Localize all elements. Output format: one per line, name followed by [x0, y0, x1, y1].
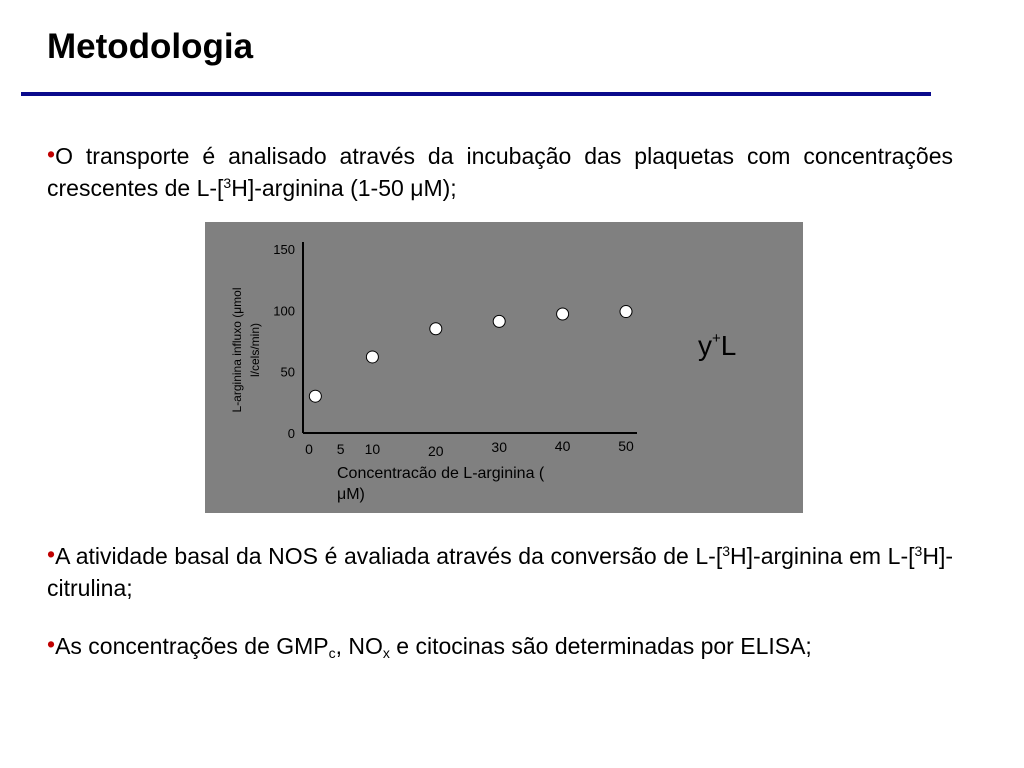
x-tick-label: 10	[364, 441, 381, 457]
x-tick-label: 20	[428, 443, 444, 459]
y-tick-label: 150	[273, 242, 295, 257]
title-divider	[21, 92, 931, 96]
data-point	[493, 315, 505, 327]
subscript-c: c	[328, 645, 336, 661]
bullet-nos-activity	[47, 540, 953, 604]
y-tick-label: 100	[273, 303, 295, 319]
data-point	[309, 390, 321, 402]
data-point	[620, 306, 632, 318]
bullet-nos-text-c: H]-citrulina;	[47, 543, 953, 601]
x-axis-label-line2: μM)	[337, 486, 365, 503]
bullet-dot-icon: •	[47, 541, 56, 567]
x-tick-label: 0	[305, 441, 313, 457]
y-tick-label: 50	[280, 364, 295, 380]
data-point	[366, 351, 378, 363]
bullet-transport-text-b: H]-arginina (1-50 μM);	[231, 175, 457, 201]
slide-title: Metodologia	[47, 27, 254, 66]
bullet-elisa-text-b: , NO	[335, 633, 383, 659]
x-tick-label: 30	[491, 439, 507, 455]
superscript-3: 3	[722, 543, 731, 559]
bullet-transport-text-a: O transporte é analisado através da incubação das plaquetas com concentrações crescentes de L-[	[47, 143, 953, 201]
bullet-elisa-text-a: As concentrações de GMP	[55, 633, 329, 659]
bullet-nos-text-a: A atividade basal da NOS é avaliada através da conversão de L-[	[55, 543, 723, 569]
bullet-nos-text-b: H]-arginina em L-[	[730, 543, 915, 569]
bullet-transport	[47, 140, 953, 204]
x-tick-label: 50	[618, 438, 634, 454]
y-tick-label: 0	[287, 426, 295, 441]
y-axis-label-line2: l/cels/min)	[248, 322, 262, 378]
bullet-dot-icon: •	[47, 631, 56, 657]
genotype-plus: +	[712, 330, 721, 347]
x-tick-label: 5	[336, 441, 345, 457]
bullet-elisa	[47, 630, 953, 662]
superscript-3: 3	[914, 543, 923, 559]
y-axis-label-line1: L-arginina influxo (μmol	[230, 287, 244, 413]
x-axis-label-line1: Concentracão de L-arginina (	[337, 465, 545, 482]
genotype-y: y	[698, 330, 712, 361]
chart-panel	[205, 222, 803, 513]
subscript-x: x	[382, 645, 390, 661]
bullet-elisa-text-c: e citocinas são determinadas por ELISA;	[389, 633, 812, 659]
x-tick-label: 40	[554, 438, 571, 454]
genotype-L: L	[720, 330, 737, 361]
superscript-3: 3	[223, 175, 232, 191]
arginine-influx-chart	[205, 222, 803, 513]
data-point	[430, 323, 442, 335]
data-point	[557, 308, 569, 320]
bullet-dot-icon: •	[47, 141, 56, 167]
genotype-label	[698, 330, 736, 362]
